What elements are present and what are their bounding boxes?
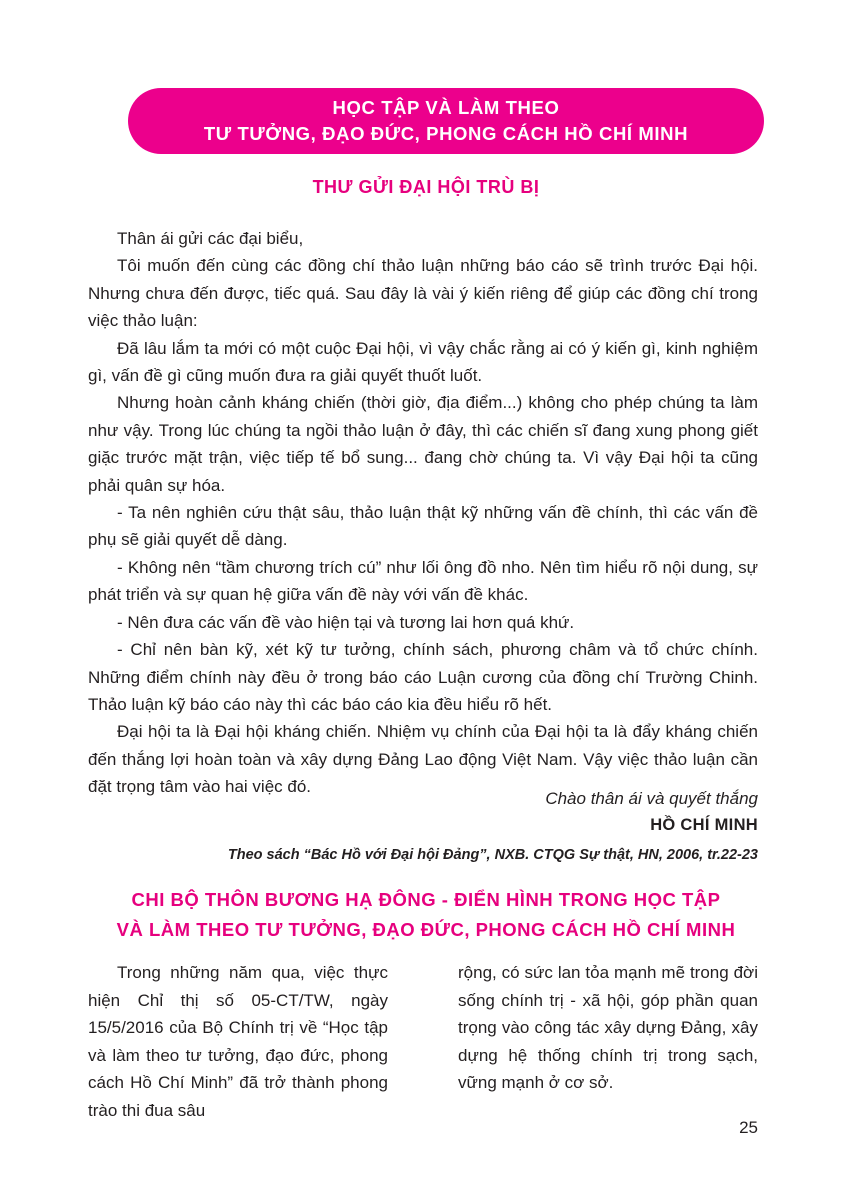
letter-paragraph: - Ta nên nghiên cứu thật sâu, thảo luận thật kỹ những vấn đề chính, thì các vấn đề phụ sẽ giải quyết dễ dàng. — [88, 503, 758, 550]
letter-paragraph: Nhưng hoàn cảnh kháng chiến (thời giờ, địa điểm...) không cho phép chúng ta làm như vậy. Trong lúc chúng ta ngồi thảo luận ở đây, thì các chiến sĩ đang xung phong giết giặc trước mặt trận, việc tiếp tế bổ sung... đang chờ chúng ta. Vì vậy Đại hội ta cũng phải quân sự hóa. — [88, 393, 758, 495]
article-column-left — [88, 959, 388, 1124]
letter-paragraph: Đã lâu lắm ta mới có một cuộc Đại hội, vì vậy chắc rằng ai có ý kiến gì, kinh nghiệm gì, vấn đề gì cũng muốn đưa ra giải quyết thuốt luốt. — [88, 338, 758, 386]
source-citation: Theo sách “Bác Hồ với Đại hội Đảng”, NXB. CTQG Sự thật, HN, 2006, tr.22-23 — [227, 847, 758, 863]
article-paragraph: rộng, có sức lan tỏa mạnh mẽ trong đời sống chính trị - xã hội, góp phần quan trọng vào công tác xây dựng Đảng, xây dựng hệ thống chính trị trong sạch, vững mạnh ở cơ sở. — [458, 963, 758, 1092]
letter-title: THƯ GỬI ĐẠI HỘI TRÙ BỊ — [312, 177, 540, 197]
letter-paragraph: Tôi muốn đến cùng các đồng chí thảo luận những báo cáo sẽ trình trước Đại hội. Nhưng chưa đến được, tiếc quá. Sau đây là vài ý kiến riêng để giúp các đồng chí trong việc thảo luận: — [88, 256, 758, 331]
letter-paragraph: - Chỉ nên bàn kỹ, xét kỹ tư tưởng, chính sách, phương châm và tổ chức chính. Những điểm chính này đều ở trong báo cáo Luận cương của đồng chí Trường Chinh. Thảo luận kỹ báo cáo này thì các báo cáo kia đều hiểu rõ hết. — [88, 640, 758, 714]
letter-paragraph: - Không nên “tầm chương trích cú” như lối ông đồ nho. Nên tìm hiểu rõ nội dung, sự phát triển và sự quan hệ giữa vấn đề này với vấn đề khác. — [88, 557, 758, 605]
page-number: 25 — [739, 1118, 758, 1137]
letter-body — [88, 225, 758, 801]
closing-greeting: Chào thân ái và quyết thắng — [545, 789, 758, 808]
article-title — [88, 885, 764, 945]
banner-line-1: HỌC TẬP VÀ LÀM THEO — [332, 97, 560, 118]
signature: HỒ CHÍ MINH — [650, 816, 758, 834]
letter-paragraph: - Nên đưa các vấn đề vào hiện tại và tương lai hơn quá khứ. — [117, 612, 575, 632]
article-column-right — [458, 959, 758, 1097]
banner-line-2: TƯ TƯỞNG, ĐẠO ĐỨC, PHONG CÁCH HỒ CHÍ MINH — [203, 123, 689, 144]
letter-closing — [88, 785, 758, 869]
letter-paragraph: Đại hội ta là Đại hội kháng chiến. Nhiệm vụ chính của Đại hội ta là đẩy kháng chiến đến thắng lợi hoàn toàn và xây dựng Đảng Lao động Việt Nam. Vậy việc thảo luận cần đặt trọng tâm vào hai việc đó. — [88, 722, 758, 797]
article-title-line-2: VÀ LÀM THEO TƯ TƯỞNG, ĐẠO ĐỨC, PHONG CÁCH HỒ CHÍ MINH — [116, 919, 736, 940]
letter-paragraph: Thân ái gửi các đại biểu, — [117, 229, 304, 248]
section-banner — [128, 88, 764, 154]
article-title-line-1: CHI BỘ THÔN BƯƠNG HẠ ĐÔNG - ĐIỂN HÌNH TRONG HỌC TẬP — [131, 889, 721, 910]
article-paragraph: Trong những năm qua, việc thực hiện Chỉ thị số 05-CT/TW, ngày 15/5/2016 của Bộ Chính trị về “Học tập và làm theo tư tưởng, đạo đức, phong cách Hồ Chí Minh” đã trở thành phong trào thi đua sâu — [88, 963, 388, 1120]
